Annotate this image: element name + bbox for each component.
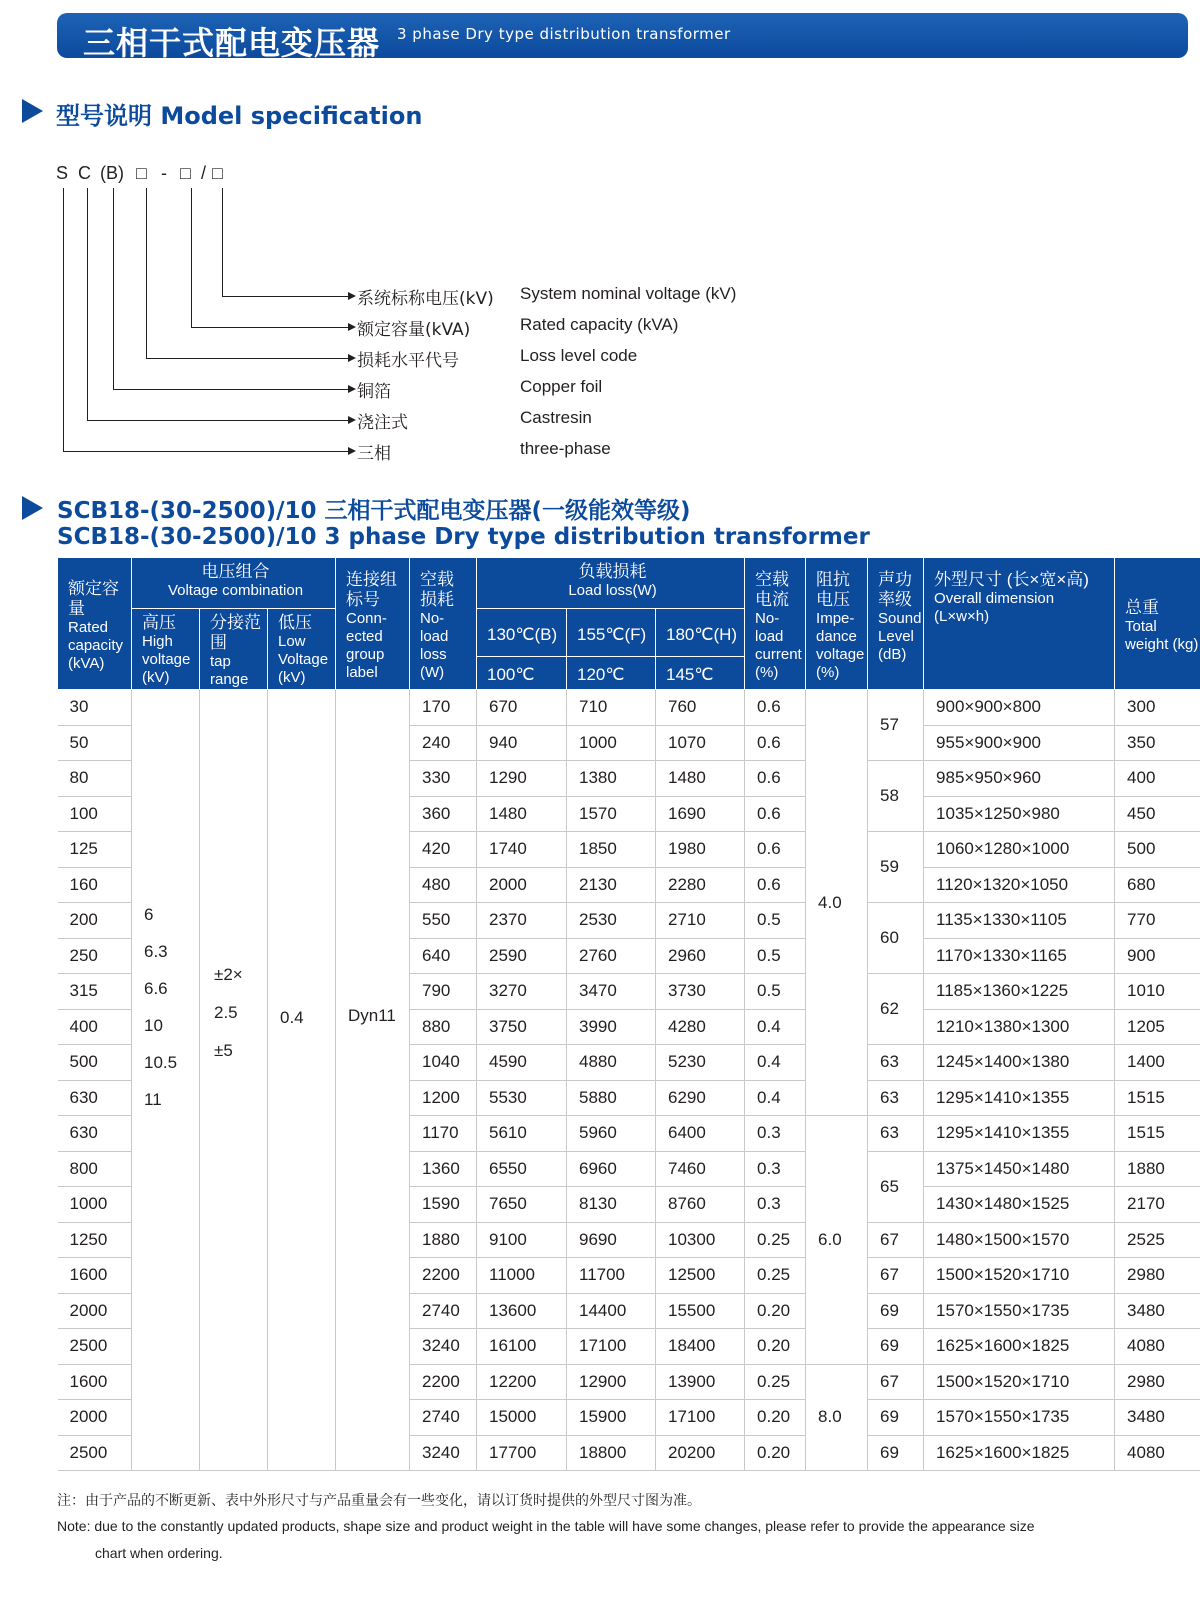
cell-load-155: 3470 (567, 974, 656, 1010)
cell-load-180: 15500 (656, 1293, 745, 1329)
cell-current: 0.5 (745, 974, 806, 1010)
header-dimension: 外型尺寸 (长×宽×高) Overall dimension (L×w×h) (924, 558, 1115, 690)
cell-current: 0.6 (745, 690, 806, 726)
header-sound: 声功率级 Sound Level (dB) (868, 558, 924, 690)
header-current: 空载电流 No-load current (%) (745, 558, 806, 690)
label-en-capacity: Rated capacity (kVA) (520, 315, 679, 334)
cell-capacity: 160 (58, 867, 132, 903)
cell-current: 0.3 (745, 1151, 806, 1187)
cell-sound: 67 (868, 1258, 924, 1294)
cell-capacity: 2000 (58, 1293, 132, 1329)
cell-load-180: 8760 (656, 1187, 745, 1223)
cell-load-180: 18400 (656, 1329, 745, 1365)
cell-noload: 330 (410, 761, 477, 797)
cell-current: 0.6 (745, 796, 806, 832)
cell-load-180: 6290 (656, 1080, 745, 1116)
banner-title-cn: 三相干式配电变压器 (83, 24, 381, 62)
cell-load-155: 14400 (567, 1293, 656, 1329)
cell-dimension: 1570×1550×1735 (924, 1293, 1115, 1329)
cell-dimension: 900×900×800 (924, 690, 1115, 726)
cell-capacity: 1600 (58, 1258, 132, 1294)
cell-capacity: 2000 (58, 1400, 132, 1436)
code-s: S (56, 163, 69, 183)
header-weight: 总重 Total weight (kg) (1115, 558, 1200, 690)
tap-value: ±5 (214, 1041, 233, 1060)
cell-load-130: 940 (477, 725, 567, 761)
label-cn-phase: 三相 (357, 444, 391, 464)
cell-current: 0.20 (745, 1329, 806, 1365)
spec-table-body (58, 690, 1200, 1471)
cell-noload: 880 (410, 1009, 477, 1045)
cell-connection-merged: Dyn11 (336, 690, 410, 1471)
cell-weight: 3480 (1115, 1293, 1200, 1329)
cell-load-130: 12200 (477, 1364, 567, 1400)
cell-capacity: 250 (58, 938, 132, 974)
label-cn-cast: 浇注式 (357, 413, 408, 433)
cell-load-130: 17700 (477, 1435, 567, 1471)
cell-capacity: 2500 (58, 1329, 132, 1365)
cell-load-155: 11700 (567, 1258, 656, 1294)
cell-current: 0.25 (745, 1222, 806, 1258)
cell-noload: 1200 (410, 1080, 477, 1116)
header-noload: 空载损耗 No-load loss (W) (410, 558, 477, 690)
cell-weight: 1880 (1115, 1151, 1200, 1187)
cell-capacity: 630 (58, 1080, 132, 1116)
cell-noload: 3240 (410, 1329, 477, 1365)
page-banner (57, 13, 1188, 62)
cell-noload: 420 (410, 832, 477, 868)
cell-load-130: 15000 (477, 1400, 567, 1436)
header-voltage-combination: 电压组合 Voltage combination (132, 558, 336, 609)
cell-noload: 550 (410, 903, 477, 939)
cell-load-180: 2280 (656, 867, 745, 903)
cell-weight: 2170 (1115, 1187, 1200, 1223)
cell-load-155: 2530 (567, 903, 656, 939)
cell-weight: 4080 (1115, 1329, 1200, 1365)
label-cn-capacity: 额定容量(kVA) (357, 320, 471, 340)
cell-current: 0.4 (745, 1080, 806, 1116)
cell-noload: 240 (410, 725, 477, 761)
cell-load-130: 1480 (477, 796, 567, 832)
cell-load-155: 17100 (567, 1329, 656, 1365)
code-dash: - (161, 163, 167, 183)
cell-sound: 63 (868, 1045, 924, 1081)
cell-capacity: 630 (58, 1116, 132, 1152)
cell-capacity: 50 (58, 725, 132, 761)
table-row (58, 690, 1200, 726)
cell-weight: 1010 (1115, 974, 1200, 1010)
cell-dimension: 1480×1500×1570 (924, 1222, 1115, 1258)
cell-noload: 480 (410, 867, 477, 903)
cell-noload: 640 (410, 938, 477, 974)
cell-sound: 60 (868, 903, 924, 974)
cell-load-130: 1740 (477, 832, 567, 868)
cell-load-155: 1000 (567, 725, 656, 761)
header-t130: 130℃(B) (477, 609, 567, 657)
cell-noload: 2200 (410, 1364, 477, 1400)
cell-dimension: 1570×1550×1735 (924, 1400, 1115, 1436)
note-cn: 注：由于产品的不断更新、表中外形尺寸与产品重量会有一些变化，请以订货时提供的外型尺寸图为准。 (57, 1492, 701, 1508)
cell-load-180: 10300 (656, 1222, 745, 1258)
cell-current: 0.3 (745, 1187, 806, 1223)
cell-load-180: 17100 (656, 1400, 745, 1436)
cell-current: 0.4 (745, 1009, 806, 1045)
cell-noload: 2200 (410, 1258, 477, 1294)
cell-load-180: 3730 (656, 974, 745, 1010)
cell-load-130: 1290 (477, 761, 567, 797)
cell-load-155: 6960 (567, 1151, 656, 1187)
hv-value: 6 (144, 905, 154, 924)
cell-load-180: 1980 (656, 832, 745, 868)
cell-load-180: 1070 (656, 725, 745, 761)
cell-dimension: 1210×1380×1300 (924, 1009, 1115, 1045)
cell-load-130: 4590 (477, 1045, 567, 1081)
label-en-voltage: System nominal voltage (kV) (520, 284, 737, 303)
cell-load-155: 5960 (567, 1116, 656, 1152)
cell-noload: 2740 (410, 1293, 477, 1329)
cell-weight: 680 (1115, 867, 1200, 903)
cell-load-130: 2590 (477, 938, 567, 974)
cell-dimension: 985×950×960 (924, 761, 1115, 797)
cell-load-155: 2130 (567, 867, 656, 903)
cell-sound: 69 (868, 1329, 924, 1365)
hv-value: 6.3 (144, 942, 168, 961)
cell-impedance: 6.0 (806, 1116, 868, 1365)
cell-dimension: 1430×1480×1525 (924, 1187, 1115, 1223)
cell-lv-merged: 0.4 (268, 690, 336, 1471)
cell-current: 0.4 (745, 1045, 806, 1081)
cell-current: 0.20 (745, 1435, 806, 1471)
cell-sound: 67 (868, 1222, 924, 1258)
cell-load-130: 7650 (477, 1187, 567, 1223)
cell-capacity: 1250 (58, 1222, 132, 1258)
cell-noload: 1170 (410, 1116, 477, 1152)
hv-value: 10 (144, 1016, 163, 1035)
cell-sound: 69 (868, 1293, 924, 1329)
cell-sound: 59 (868, 832, 924, 903)
code-box2: □ (180, 163, 191, 183)
cell-current: 0.25 (745, 1258, 806, 1294)
cell-current: 0.20 (745, 1293, 806, 1329)
cell-dimension: 1375×1450×1480 (924, 1151, 1115, 1187)
header-t120: 120℃ (567, 657, 656, 690)
cell-sound: 63 (868, 1116, 924, 1152)
cell-dimension: 1625×1600×1825 (924, 1329, 1115, 1365)
cell-load-155: 9690 (567, 1222, 656, 1258)
code-slash: / (201, 163, 207, 183)
cell-load-180: 4280 (656, 1009, 745, 1045)
cell-load-180: 1690 (656, 796, 745, 832)
label-en-copper: Copper foil (520, 377, 603, 396)
cell-capacity: 800 (58, 1151, 132, 1187)
cell-capacity: 400 (58, 1009, 132, 1045)
cell-load-155: 12900 (567, 1364, 656, 1400)
cell-sound: 58 (868, 761, 924, 832)
cell-current: 0.5 (745, 903, 806, 939)
cell-noload: 2740 (410, 1400, 477, 1436)
cell-load-130: 6550 (477, 1151, 567, 1187)
cell-load-180: 12500 (656, 1258, 745, 1294)
code-box1: □ (136, 163, 147, 183)
cell-weight: 3480 (1115, 1400, 1200, 1436)
header-t145: 145℃ (656, 657, 745, 690)
cell-noload: 360 (410, 796, 477, 832)
cell-noload: 1590 (410, 1187, 477, 1223)
cell-impedance: 8.0 (806, 1364, 868, 1471)
cell-load-155: 710 (567, 690, 656, 726)
cell-load-180: 1480 (656, 761, 745, 797)
cell-dimension: 1170×1330×1165 (924, 938, 1115, 974)
cell-load-130: 2000 (477, 867, 567, 903)
header-t100: 100℃ (477, 657, 567, 690)
cell-current: 0.5 (745, 938, 806, 974)
cell-capacity: 100 (58, 796, 132, 832)
cell-weight: 1400 (1115, 1045, 1200, 1081)
cell-weight: 900 (1115, 938, 1200, 974)
cell-capacity: 1600 (58, 1364, 132, 1400)
cell-load-180: 20200 (656, 1435, 745, 1471)
tap-value: ±2× (214, 965, 243, 984)
cell-sound: 67 (868, 1364, 924, 1400)
cell-sound: 69 (868, 1400, 924, 1436)
cell-current: 0.6 (745, 832, 806, 868)
cell-load-130: 16100 (477, 1329, 567, 1365)
cell-load-155: 3990 (567, 1009, 656, 1045)
cell-weight: 350 (1115, 725, 1200, 761)
cell-capacity: 2500 (58, 1435, 132, 1471)
cell-sound: 63 (868, 1080, 924, 1116)
cell-load-180: 2710 (656, 903, 745, 939)
cell-load-155: 1380 (567, 761, 656, 797)
cell-capacity: 315 (58, 974, 132, 1010)
cell-dimension: 1500×1520×1710 (924, 1364, 1115, 1400)
code-c: C (78, 163, 91, 183)
code-box3: □ (212, 163, 223, 183)
cell-dimension: 1295×1410×1355 (924, 1080, 1115, 1116)
cell-weight: 300 (1115, 690, 1200, 726)
hv-value: 10.5 (144, 1053, 178, 1072)
cell-noload: 790 (410, 974, 477, 1010)
cell-sound: 69 (868, 1435, 924, 1471)
cell-load-130: 3750 (477, 1009, 567, 1045)
cell-hv-merged (132, 690, 200, 1471)
cell-load-155: 8130 (567, 1187, 656, 1223)
cell-sound: 57 (868, 690, 924, 761)
section-arrow-icon (22, 99, 43, 123)
cell-load-155: 2760 (567, 938, 656, 974)
cell-load-180: 7460 (656, 1151, 745, 1187)
header-connection: 连接组标号 Conn-ected group label (336, 558, 410, 690)
cell-dimension: 955×900×900 (924, 725, 1115, 761)
cell-dimension: 1120×1320×1050 (924, 867, 1115, 903)
cell-noload: 1360 (410, 1151, 477, 1187)
cell-dimension: 1500×1520×1710 (924, 1258, 1115, 1294)
cell-load-155: 1570 (567, 796, 656, 832)
note-en-1: Note: due to the constantly updated products, shape size and product weight in the table will have some changes, please refer to provide the appearance size (57, 1518, 1035, 1534)
cell-capacity: 125 (58, 832, 132, 868)
hv-value: 6.6 (144, 979, 168, 998)
cell-dimension: 1245×1400×1380 (924, 1045, 1115, 1081)
label-en-cast: Castresin (520, 408, 592, 427)
header-lv: 低压 Low Voltage (kV) (268, 609, 336, 690)
cell-weight: 400 (1115, 761, 1200, 797)
cell-capacity: 500 (58, 1045, 132, 1081)
cell-current: 0.20 (745, 1400, 806, 1436)
cell-current: 0.6 (745, 867, 806, 903)
cell-weight: 500 (1115, 832, 1200, 868)
cell-capacity: 200 (58, 903, 132, 939)
cell-load-155: 4880 (567, 1045, 656, 1081)
cell-load-155: 5880 (567, 1080, 656, 1116)
cell-load-130: 13600 (477, 1293, 567, 1329)
cell-weight: 2980 (1115, 1364, 1200, 1400)
cell-tap-merged (200, 690, 268, 1471)
hv-value: 11 (144, 1090, 162, 1109)
cell-load-130: 5530 (477, 1080, 567, 1116)
cell-load-180: 13900 (656, 1364, 745, 1400)
label-cn-copper: 铜箔 (357, 382, 391, 402)
cell-weight: 450 (1115, 796, 1200, 832)
label-en-phase: three-phase (520, 439, 611, 458)
cell-weight: 1515 (1115, 1080, 1200, 1116)
spec-table (57, 557, 1200, 1471)
header-load-loss: 负载损耗 Load loss(W) (477, 558, 745, 609)
cell-load-130: 5610 (477, 1116, 567, 1152)
cell-dimension: 1135×1330×1105 (924, 903, 1115, 939)
cell-load-155: 15900 (567, 1400, 656, 1436)
cell-load-155: 1850 (567, 832, 656, 868)
tap-value: 2.5 (214, 1003, 238, 1022)
header-t155: 155℃(F) (567, 609, 656, 657)
cell-weight: 4080 (1115, 1435, 1200, 1471)
code-b: (B) (100, 163, 124, 183)
table-title-en: SCB18-(30-2500)/10 3 phase Dry type distribution transformer (57, 524, 870, 550)
cell-load-180: 760 (656, 690, 745, 726)
cell-load-130: 2370 (477, 903, 567, 939)
banner-title-en: 3 phase Dry type distribution transformer (397, 25, 731, 43)
label-en-loss: Loss level code (520, 346, 638, 365)
cell-capacity: 1000 (58, 1187, 132, 1223)
cell-load-180: 5230 (656, 1045, 745, 1081)
cell-dimension: 1625×1600×1825 (924, 1435, 1115, 1471)
cell-noload: 1880 (410, 1222, 477, 1258)
header-tap: 分接范围 tap range (200, 609, 268, 690)
cell-capacity: 30 (58, 690, 132, 726)
cell-load-180: 6400 (656, 1116, 745, 1152)
cell-load-130: 9100 (477, 1222, 567, 1258)
cell-dimension: 1185×1360×1225 (924, 974, 1115, 1010)
cell-current: 0.6 (745, 725, 806, 761)
header-impedance: 阻抗电压 Impe-dance voltage (%) (806, 558, 868, 690)
cell-load-130: 3270 (477, 974, 567, 1010)
cell-weight: 1205 (1115, 1009, 1200, 1045)
cell-load-130: 670 (477, 690, 567, 726)
cell-noload: 170 (410, 690, 477, 726)
cell-weight: 2525 (1115, 1222, 1200, 1258)
cell-load-130: 11000 (477, 1258, 567, 1294)
cell-weight: 770 (1115, 903, 1200, 939)
cell-noload: 1040 (410, 1045, 477, 1081)
model-spec-title: 型号说明 Model specification (56, 102, 423, 130)
cell-current: 0.3 (745, 1116, 806, 1152)
cell-noload: 3240 (410, 1435, 477, 1471)
section-arrow-icon (22, 496, 43, 520)
cell-dimension: 1035×1250×980 (924, 796, 1115, 832)
header-capacity: 额定容量 Rated capacity (kVA) (58, 558, 132, 690)
label-cn-voltage: 系统标称电压(kV) (357, 289, 494, 309)
cell-dimension: 1060×1280×1000 (924, 832, 1115, 868)
label-cn-loss: 损耗水平代号 (357, 351, 459, 371)
table-title-cn: SCB18-(30-2500)/10 三相干式配电变压器(一级能效等级) (57, 498, 691, 524)
cell-capacity: 80 (58, 761, 132, 797)
cell-current: 0.25 (745, 1364, 806, 1400)
cell-impedance: 4.0 (806, 690, 868, 1116)
cell-weight: 2980 (1115, 1258, 1200, 1294)
cell-dimension: 1295×1410×1355 (924, 1116, 1115, 1152)
cell-load-155: 18800 (567, 1435, 656, 1471)
cell-sound: 65 (868, 1151, 924, 1222)
note-en-2: chart when ordering. (95, 1545, 223, 1561)
cell-load-180: 2960 (656, 938, 745, 974)
header-hv: 高压 High voltage (kV) (132, 609, 200, 690)
cell-weight: 1515 (1115, 1116, 1200, 1152)
cell-current: 0.6 (745, 761, 806, 797)
header-t180: 180℃(H) (656, 609, 745, 657)
cell-sound: 62 (868, 974, 924, 1045)
